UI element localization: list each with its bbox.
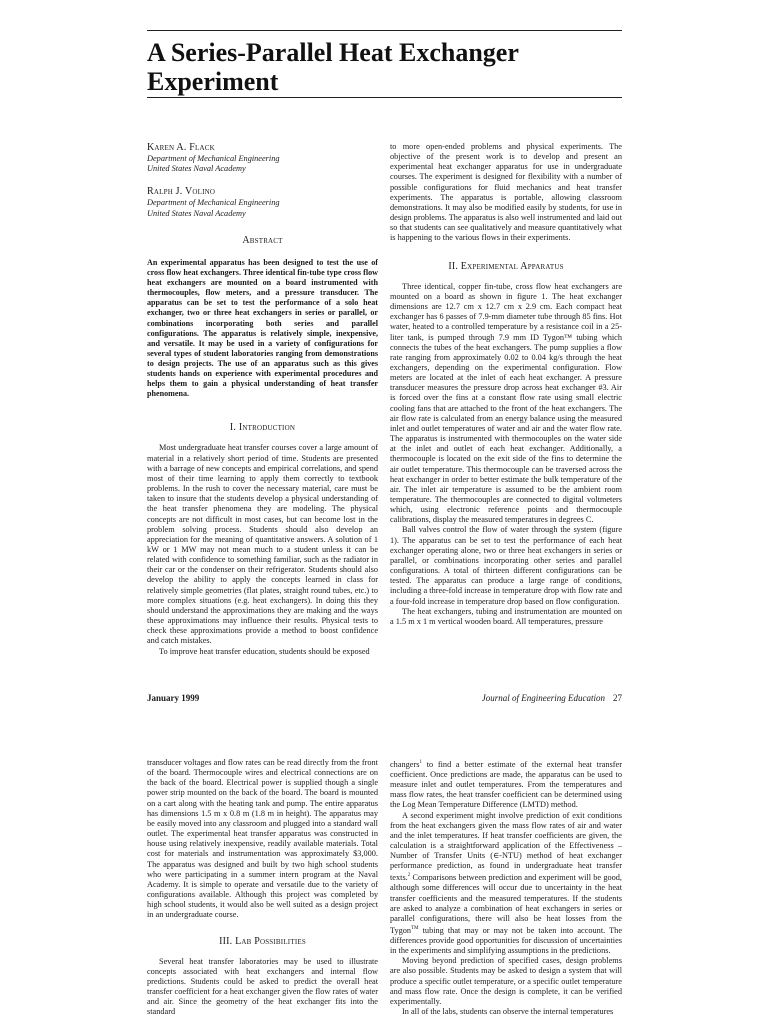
journal-name: Journal of Engineering Education [481,693,605,703]
author-name: Ralph J. Volino [147,186,216,198]
trademark-superscript: TM [411,926,419,932]
lab-possibilities-heading: III. Lab Possibilities [219,935,306,947]
text-run: A second experiment might involve prediction of exit conditions from the heat exchangers given the mass flow rates of air and water and the inlet temperatures. If heat transfer coefficients are given, the calculation is a straightforward application of the Effectiveness – Number of Transfer Units (∈-NTU) method of heat exchanger performance prediction, as found in undergraduate heat transfer texts. [390,810,622,883]
reference-superscript: 1 [419,760,422,765]
body-paragraph: Moving beyond prediction of specified cases, design problems are also possible. Students may be asked to design a system that will produce a specific outlet temperature, or a specific outlet temperature and mass flow rate. Once the design is complete, it can be verified experimentally. [390,956,622,1006]
author-department: Department of Mechanical Engineering [147,198,280,208]
body-paragraph: transducer voltages and flow rates can be read directly from the front of the board. Thermocouple wires and electrical connections are on the back of the board. Electrical power is supplied though a single power strip mounted on the back of the board. The board is mounted on a cart along with the heating tank and pump. The entire apparatus has dimensions 1.5 m x 0.8 m (1.8 m in height). The apparatus may be easily moved into any classroom and plugged into a standard wall outlet. The experimental heat transfer apparatus was constructed in house using relatively inexpensive, readily available materials. Total cost for materials and instrumentation was approximately $3,000. The apparatus was designed and built by two high school students who were participating in a summer intern program at the Naval Academy. It is simple to operate and versatile due to the variety of configurations available. Although this project was completed by high school students, it would also be well suited as a design project in an undergraduate course. [147,758,378,920]
footer-date: January 1999 [147,693,200,703]
journal-page-28 [0,740,768,1024]
author-block-2 [147,186,378,218]
author-organization: United States Naval Academy [147,208,246,218]
footer-journal [470,693,622,703]
body-paragraph: In all of the labs, students can observe the internal temperatures [402,1007,614,1017]
body-paragraph: to more open-ended problems and physical experiments. The objective of the present work is to develop and present an experimental heat exchanger apparatus for use in undergraduate courses. The experiment is designed for flexibility with a number of possible configurations for fluid mechanics and heat transfer experiments. The apparatus is portable, allowing classroom demonstrations. It may also be modified easily by students, for use in design problems. The apparatus is also well instrumented and laid out so that students can see qualitatively and measure quantitatively what is happening to the various flows in their experiments. [390,142,622,243]
introduction-heading: I. Introduction [229,422,296,434]
title-top-rule [147,30,622,31]
apparatus-paragraph: Ball valves control the flow of water through the system (figure 1). The apparatus can be set to test the performance of each heat exchanger operating alone, two or three heat exchangers in series or parallel, or combinations incorporating other series and parallel configurations. A total of thirteen different configurations can be tested. The apparatus can produce a large range of conditions, including a three-fold increase in temperature drop with flow rate and a four-fold increase in temperature drop based on flow configuration. [390,525,622,606]
right-column [390,758,622,1017]
apparatus-paragraph: The heat exchangers, tubing and instrumentation are mounted on a 1.5 m x 1 m vertical wooden board. All temperatures, pressure [390,606,622,626]
text-run: to find a better estimate of the external heat transfer coefficient. Once predictions are made, the apparatus can be used to measure inlet and outlet temperatures. From the temperatures and mass flow rates, the heat transfer coefficient can be determined using the Log Mean Temperature Difference (LMTD) method. [390,759,622,810]
apparatus-heading: II. Experimental Apparatus [448,260,564,272]
abstract-heading: Abstract [242,234,283,246]
author-block-1 [147,142,378,174]
body-paragraph [390,811,622,957]
page-number: 27 [613,693,622,703]
text-run: Comparisons between prediction and experiment will be good, although some differences will occur due to uncertainty in the heat transfer coefficients and the measured temperatures. If the students are asked to analyze a combination of heat exchangers in series or parallel configurations, there will also be heat losses from the Tygon [390,873,622,935]
author-organization: United States Naval Academy [147,164,246,174]
left-column [147,758,378,1018]
left-column [147,142,378,657]
article-title: A Series-Parallel Heat Exchanger Experiment [147,38,519,96]
text-run: changers [390,759,420,769]
body-paragraph [390,758,622,811]
lab-paragraph: Several heat transfer laboratories may be used to illustrate concepts associated with heat exchangers and internal flow predictions. Students could be asked to predict the overall heat transfer coefficient for a heat exchanger given the flow rates of water and air. Since the geometry of the heat exchanger fits into the standard [147,956,378,1017]
introduction-paragraph: To improve heat transfer education, students should be exposed [159,646,370,656]
abstract-text: An experimental apparatus has been designed to test the use of cross flow heat exchangers. Three identical fin-tube type cross flow heat exchangers are mounted on a board instrumented with thermocouples, flow meters, and a pressure transducer. The apparatus can be set to test the performance of a solo heat exchanger, two or three heat exchangers in series or parallel, or combinations incorporating both series and parallel configurations. The apparatus is relatively simple, inexpensive, and versatile. It may be used in a variety of configurations for several types of student laboratories ranging from demonstrations to design projects. The use of an apparatus such as this gives students hands on experience with experimental procedures and helps them to gain a physical understanding of heat transfer phenomena. [147,257,378,399]
title-bottom-rule [147,97,622,98]
author-department: Department of Mechanical Engineering [147,154,280,163]
author-name: Karen A. Flack [147,142,215,153]
right-column [390,142,622,627]
apparatus-paragraph: Three identical, copper fin-tube, cross flow heat exchangers are mounted on a board as shown in figure 1. The heat exchanger dimensions are 12.7 cm x 12.7 cm x 2.9 cm. Each compact heat exchanger has 6 passes of 7.9-mm diameter tube through 85 fins. Hot water, heated to a controlled temperature by a resistance coil in a 25-liter tank, is pumped through 7.9 mm ID Tygon™ tubing which connects the tubes of the heat exchangers. The pump supplies a flow rate ranging from approximately 0.02 to 0.04 kg/s through the heat exchangers, depending on the experimental configuration. Flow meters are located at the inlet of each heat exchanger. A pressure transducer measures the pressure drop across heat exchanger #3. Air is forced over the fins at a constant flow rate using small electric cooling fans that are attached to the front of the heat exchangers. The air flow rate is calculated from an energy balance using the measured inlet and outlet temperatures of water and air and the water flow rate. The apparatus is instrumented with thermocouples on the water side at the inlet and outlet of each heat exchanger. Additionally, a thermocouple is located on the exit side of the fins to determine the air outlet temperature. This thermocouple can be traversed across the heat exchanger in order to better estimate the bulk temperature of the air. The inlet air temperature is assumed to be the ambient room temperature. The thermocouples are connected to digital voltmeters which, using electronic reference points and thermocouple calibrations, display the measured temperatures in degrees C. [390,281,622,525]
text-run: tubing that may or may not be taken into account. The differences provide good opportunities for discussion of uncertainties in the experiments and simplifying assumptions in the predictions. [390,925,622,956]
reference-superscript: 2 [407,873,411,879]
introduction-paragraph: Most undergraduate heat transfer courses cover a large amount of material in a relatively short period of time. Students are presented with a barrage of new concepts and empirical correlations, and spend most of their time learning to apply them correctly to textbook problems. In the rush to cover the necessary material, care must be taken to insure that the students develop a physical understanding of the heat transfer phenomena they are modeling. The physical concepts are not difficult in most cases, but can become lost in the problem solving process. Students should also develop an appreciation for the meaning of quantitative answers. A solution of 1 kW or 1 MW may not mean much to a student unless it can be related with confidence to something familiar, such as the radiator in their car or the condenser on their refrigerator. Students should also develop the ability to apply the concepts learned in class for relatively simple geometries (flat plates, straight round tubes, etc.) to more complex situations (e.g. heat exchangers). In doing this they should understand the approximations they are making and the ways these approximations may influence their results. Physical tests to check these approximations provide a method to boost confidence and catch mistakes. [147,443,378,646]
